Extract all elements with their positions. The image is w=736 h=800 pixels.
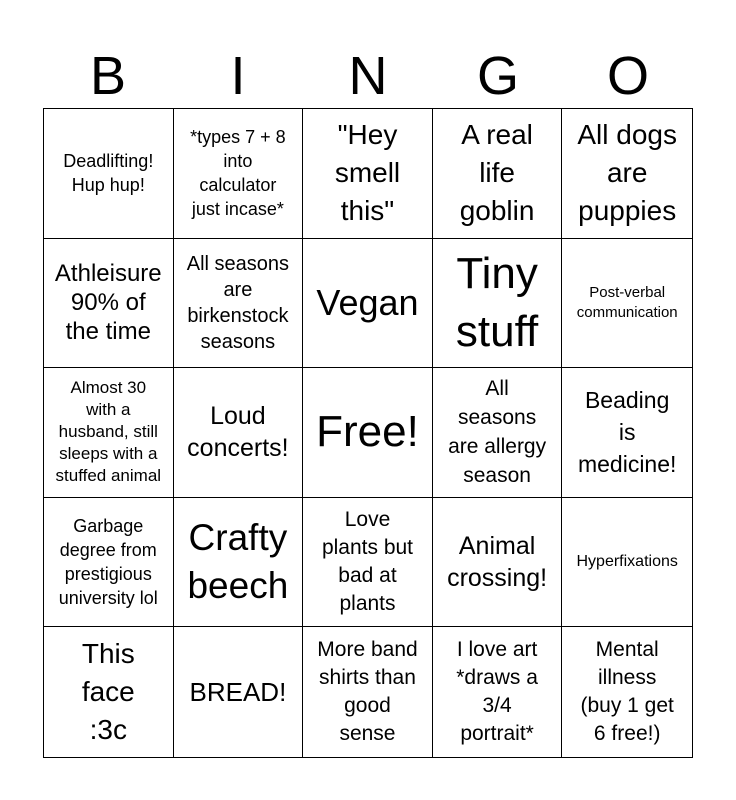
bingo-cell[interactable] <box>303 109 433 239</box>
cell-text: *types 7 + 8 into calculator just incase* <box>190 127 286 220</box>
cell-text: Animal crossing! <box>447 532 548 593</box>
bingo-cell[interactable] <box>562 498 692 628</box>
bingo-cell[interactable] <box>562 239 692 369</box>
cell-text: More band shirts than good sense <box>317 638 418 746</box>
bingo-cell[interactable] <box>174 627 304 757</box>
cell-text: Mental illness (buy 1 get 6 free!) <box>580 638 674 746</box>
cell-text: All seasons are birkenstock seasons <box>186 252 290 353</box>
cell-text: A real life goblin <box>459 119 535 227</box>
cell-text: Love plants but bad at plants <box>321 508 414 616</box>
bingo-cell[interactable] <box>44 368 174 498</box>
bingo-cell[interactable] <box>433 239 563 369</box>
bingo-board <box>43 108 693 758</box>
cell-text: Tiny stuff <box>455 248 539 356</box>
header-letter-n: N <box>348 46 388 106</box>
cell-text: Vegan <box>316 281 419 323</box>
bingo-cell[interactable] <box>433 627 563 757</box>
bingo-cell[interactable] <box>433 368 563 498</box>
header-letter-g: G <box>476 46 519 106</box>
bingo-cell[interactable] <box>303 368 433 498</box>
bingo-cell[interactable] <box>44 498 174 628</box>
cell-text: Almost 30 with a husband, still sleeps with a stuffed animal <box>55 378 162 486</box>
cell-text: Hyperfixations <box>576 553 678 571</box>
cell-text: Beading is medicine! <box>577 387 677 478</box>
header-letter-b: B <box>89 46 127 106</box>
bingo-cell[interactable] <box>174 498 304 628</box>
bingo-cell[interactable] <box>303 498 433 628</box>
cell-text: Athleisure 90% of the time <box>54 260 162 346</box>
cell-text: All dogs are puppies <box>577 119 677 227</box>
cell-text: This face :3c <box>81 638 135 746</box>
bingo-cell[interactable] <box>174 368 304 498</box>
cell-text: Deadlifting! Hup hup! <box>63 151 154 196</box>
bingo-cell[interactable] <box>174 239 304 369</box>
bingo-cell[interactable] <box>433 498 563 628</box>
cell-text: "Hey smell this" <box>334 119 401 227</box>
bingo-cell[interactable] <box>562 368 692 498</box>
cell-text: I love art *draws a 3/4 portrait* <box>456 638 538 746</box>
header-letter-i: I <box>230 46 246 106</box>
bingo-cell[interactable] <box>303 627 433 757</box>
cell-text: Loud concerts! <box>187 402 289 463</box>
bingo-cell[interactable] <box>44 627 174 757</box>
cell-text: Free! <box>316 407 419 457</box>
header-letter-o: O <box>606 46 649 106</box>
bingo-cell[interactable] <box>562 109 692 239</box>
bingo-cell[interactable] <box>44 109 174 239</box>
bingo-cell[interactable] <box>44 239 174 369</box>
bingo-cell[interactable] <box>562 627 692 757</box>
cell-text: Post-verbal communication <box>576 283 678 321</box>
cell-text: BREAD! <box>189 676 287 707</box>
bingo-cell[interactable] <box>433 109 563 239</box>
bingo-cell[interactable] <box>174 109 304 239</box>
bingo-cell[interactable] <box>303 239 433 369</box>
cell-text: Garbage degree from prestigious university lol <box>58 516 158 609</box>
bingo-header <box>43 44 693 108</box>
cell-text: Crafty beech <box>187 517 289 607</box>
cell-text: All seasons are allergy season <box>448 377 547 488</box>
